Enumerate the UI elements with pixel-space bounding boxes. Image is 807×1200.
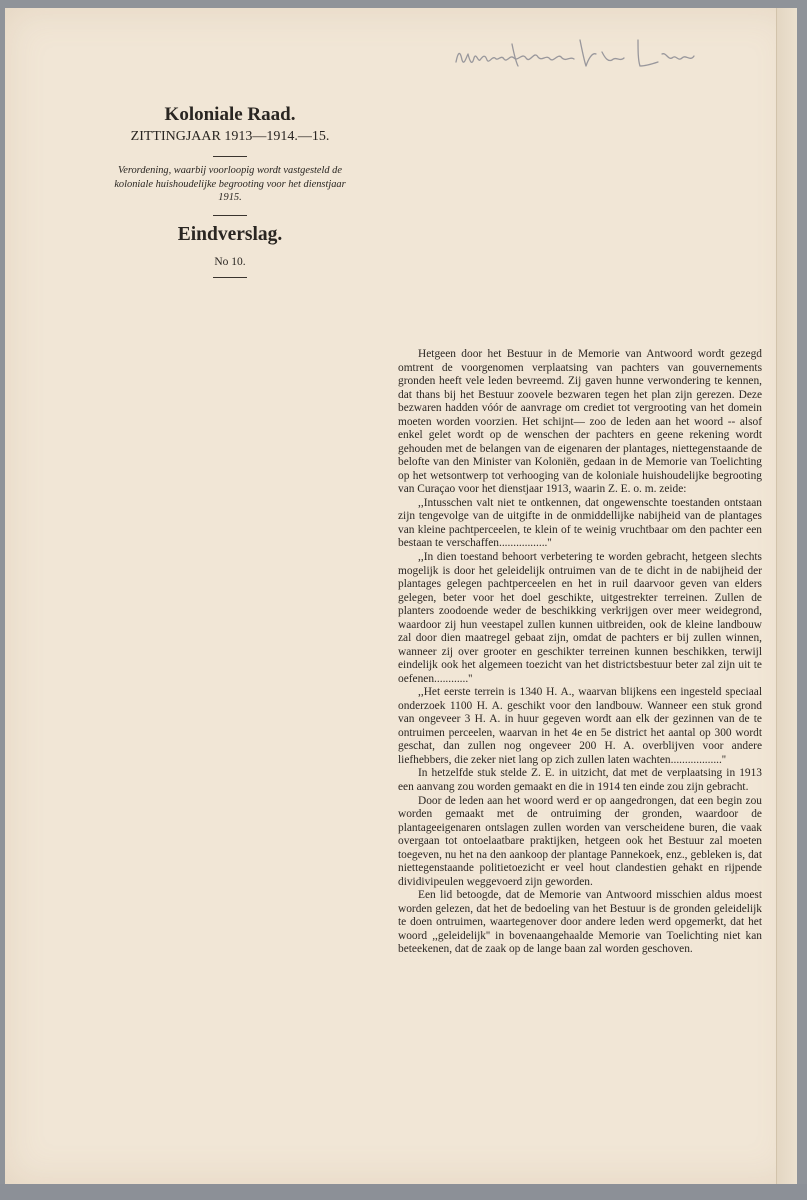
paragraph: In hetzelfde stuk stelde Z. E. in uitzicht, dat met de verplaatsing in 1913 een aanvang zou worden gemaakt en die in 1914 ten einde zou zijn gebracht. bbox=[398, 767, 762, 793]
paragraph: ,,Het eerste terrein is 1340 H. A., waarvan blijkens een ingesteld speciaal onderzoek 1100 H. A. geschikt voor den landbouw. Wanneer een stuk grond van ongeveer 3 H. A. in huur gegeven wordt aan elk der gezinnen van de te ontruimen perceelen, waarvan in het 4e en 5e district het aantal op 300 wordt geschat, dan zullen nog ongeveer 200 H. A. overblijven voor andere liefhebbers, die zeker niet lang op zich zullen laten wachten..................'' bbox=[398, 686, 762, 766]
paragraph: ,,In dien toestand behoort verbetering te worden gebracht, hetgeen slechts mogelijk is door het geleidelijk ontruimen van de te dicht in de nabijheid der plantages gelegen pachtperceelen en het in ruil daarvoor geven van elders gelegen, beter voor het doel geschikte, uitgestrekter terreinen. Zullen de planters zoodoende weder de beschikking verkrijgen over meer weidegrond, waardoor zij hun veestapel zullen kunnen uitbreiden, ook de kleine landbouw zal door dien maatregel gebaat zijn, omdat de pachters er bij zullen winnen, wanneer zij over grooter en geschikter terreinen kunnen beschikken, terwijl eindelijk ook het algemeen toezicht van het districtsbestuur beter zal zijn uit te oefenen............'' bbox=[398, 550, 762, 685]
document-number: No 10. bbox=[214, 255, 246, 268]
report-title: Eindverslag. bbox=[177, 223, 283, 245]
paragraph: ,,Intusschen valt niet te ontkennen, dat ongewenschte toestanden ontstaan zijn tengevolge van de uitgifte in de onmiddellijke nabijheid van de plantages van kleine pachtperceelen, te klein of te weinig vruchtbaar om den pachter een bestaan te verschaffen.................'' bbox=[398, 496, 762, 550]
divider bbox=[213, 215, 247, 216]
document-header bbox=[100, 104, 360, 285]
paragraph: Hetgeen door het Bestuur in de Memorie van Antwoord wordt gezegd omtrent de voorgenomen verplaatsing van pachters van gouvernements gronden heeft vele leden bevreemd. Zij gaven hunne verwondering te kennen, dat thans bij het Bestuur zoovele bezwaren tegen het plan zijn gerezen. Deze bezwaren hadden vóór de aanvrage om crediet tot vergrooting van het domein moeten worden voorzien. Het schijnt— zoo de leden aan het woord -- alsof enkel gelet wordt op de wenschen der pachters en geene rekening wordt gehouden met de belangen van de eigenaren der plantages, niettegenstaande de belofte van den Minister van Koloniën, gedaan in de Memorie van Toelichting op het wetsontwerp tot verhooging van de koloniale huishoudelijke begrooting van Curaçao voor het dienstjaar 1913, waarin Z. E. o. m. zeide: bbox=[398, 348, 762, 496]
document-subject: Verordening, waarbij voorloopig wordt vastgesteld de koloniale huishoudelijke begrooting voor het dienstjaar 1915. bbox=[114, 165, 346, 203]
paragraph: Een lid betoogde, dat de Memorie van Antwoord misschien aldus moest worden gelezen, dat het de bedoeling van het Bestuur is de gronden geleidelijk te doen ontruimen, waartegenover door andere leden werd opgemerkt, dat het woord ,,geleidelijk'' in bovenaangehaalde Memorie van Toelichting niet kan beteekenen, dat de zaak op de lange baan zal worden geschoven. bbox=[398, 889, 762, 956]
session-year: ZITTINGJAAR 1913—1914.—15. bbox=[130, 129, 330, 144]
handwritten-annotation bbox=[452, 32, 702, 84]
paragraph: Door de leden aan het woord werd er op aangedrongen, dat een begin zou worden gemaakt met de ontruiming der gronden, waardoor de plantageeigenaren ontslagen zullen worden van verscheidene buren, die vaak overgaan tot ontoelaatbare praktijken, hetgeen ook het Bestuur zal moeten toegeven, nu het na den aankoop der plantage Pannekoek, enz., gebleken is, dat niettegenstaande politietoezicht er veel hout clandestien gehakt en rijpende dividivipeulen weggevoerd zijn geworden. bbox=[398, 794, 762, 888]
paper-fold-edge bbox=[776, 8, 797, 1184]
divider bbox=[213, 277, 247, 278]
scan-background bbox=[0, 1184, 807, 1200]
report-body bbox=[398, 348, 762, 957]
divider bbox=[213, 156, 247, 157]
institution-title: Koloniale Raad. bbox=[164, 104, 296, 125]
